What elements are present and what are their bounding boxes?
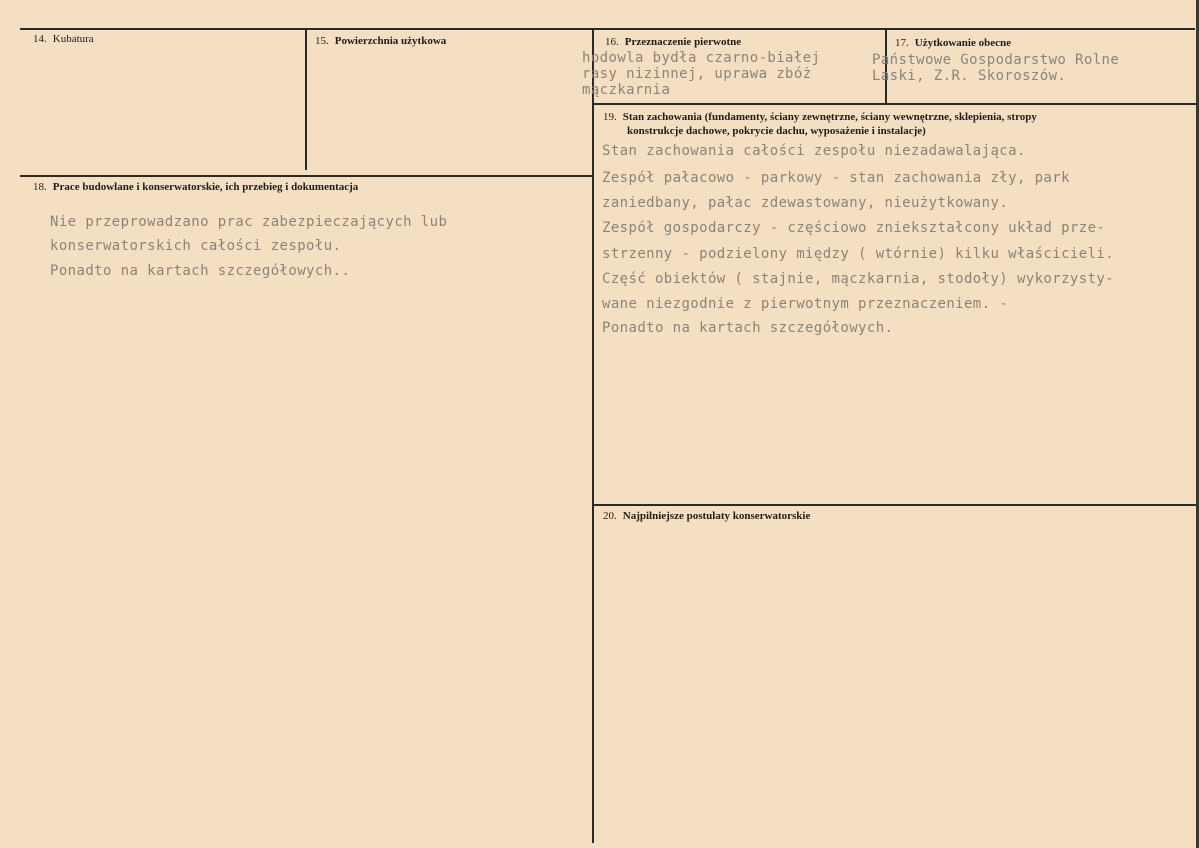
field-20-label: 20. Najpilniejsze postulaty konserwatorskie: [603, 510, 811, 522]
field-18-line-1: Nie przeprowadzano prac zabezpieczających lub: [50, 214, 448, 230]
divider-14-15: [305, 28, 307, 170]
field-19-line-6: Część obiektów ( stajnie, mączkarnia, stodoły) wykorzysty-: [602, 271, 1115, 287]
field-18-line-3: Ponadto na kartach szczegółowych..: [50, 263, 351, 279]
field-14-label: 14. Kubatura: [33, 33, 94, 45]
rule-above-19: [593, 103, 1196, 105]
field-17-line-2: Laski, Z.R. Skoroszów.: [872, 68, 1067, 84]
field-19-line-2: Zespół pałacowo - parkowy - stan zachowania zły, park: [602, 170, 1070, 186]
top-rule: [20, 28, 1195, 30]
field-19-line-1: Stan zachowania całości zespołu niezadawalająca.: [602, 143, 1026, 159]
field-16-label: 16. Przeznaczenie pierwotne: [605, 36, 742, 48]
field-19-line-5: strzenny - podzielony między ( wtórnie) kilku właścicieli.: [602, 246, 1115, 262]
field-18-line-2: konserwatorskich całości zespołu.: [50, 238, 342, 254]
rule-above-20: [593, 504, 1196, 506]
field-19-line-4: Zespół gospodarczy - częściowo zniekształcony układ prze-: [602, 220, 1106, 236]
field-19-label: 19. Stan zachowania (fundamenty, ściany zewnętrzne, ściany wewnętrzne, sklepienia, stropy: [603, 111, 1037, 123]
field-19-line-3: zaniedbany, pałac zdewastowany, nieużytkowany.: [602, 195, 1009, 211]
field-16-line-3: mączkarnia: [582, 82, 671, 98]
rule-above-18: [20, 175, 593, 177]
field-19-line-7: wane niezgodnie z pierwotnym przeznaczeniem. -: [602, 296, 1009, 312]
field-16-line-1: hodowla bydła czarno-białej: [582, 50, 821, 66]
field-16-line-2: rasy nizinnej, uprawa zbóż: [582, 66, 812, 82]
field-18-label: 18. Prace budowlane i konserwatorskie, ich przebieg i dokumentacja: [33, 181, 359, 193]
field-19-label-cont: konstrukcje dachowe, pokrycie dachu, wyposażenie i instalacje): [627, 125, 926, 137]
main-vertical-divider: [592, 28, 594, 843]
field-17-label: 17. Użytkowanie obecne: [895, 37, 1011, 49]
field-17-line-1: Państwowe Gospodarstwo Rolne: [872, 52, 1120, 68]
field-15-label: 15. Powierzchnia użytkowa: [315, 35, 447, 47]
field-19-line-8: Ponadto na kartach szczegółowych.: [602, 320, 894, 336]
